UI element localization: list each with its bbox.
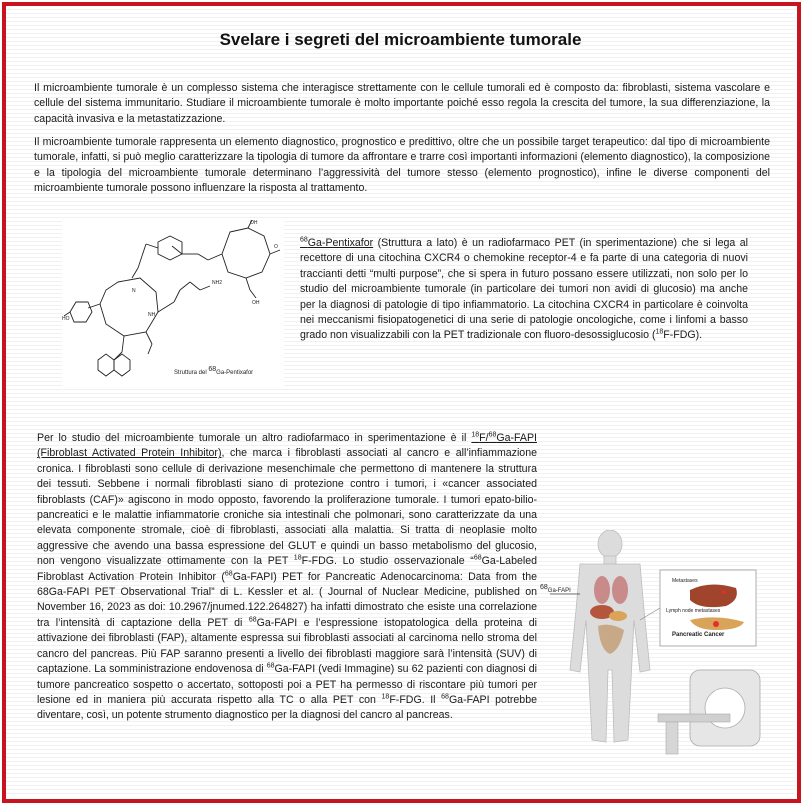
inset-label-metastases: Metastases <box>672 578 698 584</box>
fapi-body-7: F-FDG. Il <box>389 693 442 706</box>
structure-caption <box>174 366 254 376</box>
fapi-sup-g: 68 <box>266 662 275 670</box>
fapi-body-3: Ga-Labeled Fibroblast Activation Protein Inhibitor ( <box>37 555 537 583</box>
fapi-sup-a: 18 <box>471 431 480 439</box>
fapi-sup-e: 68 <box>224 570 233 578</box>
fapi-body-5: Ga-FAPI e l’espressione istopatologica della proteina di attivazione dei fibroblasti (FAP), altamente espressa sui fibroblasti associati al carcinoma nello stroma del cancro del pancreas. Più FAP saranno presenti a livello dei fibroblasti maggiore sarà l’intensità (SUV) di captazione. La somministrazione endovenosa di <box>37 616 538 676</box>
svg-text:OH: OH <box>250 220 258 226</box>
fapi-pet-illustration <box>540 530 770 780</box>
inset-label-lymph-nodes: Lymph node metastases <box>666 608 721 614</box>
intro-paragraph-1: Il microambiente tumorale è un complesso sistema che interagisce strettamente con le cellule tumorali ed è composto da: fibroblasti, sistema vascolare e cellule del sistema immunitario. Studiare il microambiente tumorale è molto importante poiché esso regola la crescita del tumore, la sua differenziazione, la capacità invasiva e la metastatizzazione. <box>34 82 770 125</box>
svg-text:HO: HO <box>62 316 70 322</box>
fapi-body-4: Ga-FAPI) PET for Pancreatic Adenocarcinoma: Data from the 68Ga-FAPI PET Observational Trial” di L. Kessler et al. ( Journal of Nuclear Medicine, published on November 16, 2023 as doi: 10.2967/jnumed.122.264827) ha infatti dimostrato che esiste una correlazione tra l’intensità di captazione della PET di <box>37 570 537 629</box>
fapi-body-6: Ga-FAPI (vedi Immagine) su 62 pazienti con diagnosi di tumore pancreatico sospetto o accertato, sottoposti poi a PET ha permesso di riscontare più tumori per lesione ed in maniera più accurata rispetto alla TC o alla PET con <box>37 663 537 706</box>
fapi-sup-h: 18 <box>381 693 390 701</box>
fapi-sup-b: 68 <box>488 431 497 439</box>
fapi-paragraph <box>37 431 537 724</box>
fapi-sup-f: 68 <box>248 616 257 624</box>
svg-text:OH: OH <box>252 300 260 306</box>
fapi-body-2: F-FDG. Lo studio osservazionale “ <box>301 555 474 568</box>
pentixafor-structure-figure <box>62 220 284 386</box>
caption-tail: Ga-Pentixafor <box>216 370 254 376</box>
intro-paragraph-2: Il microambiente tumorale rappresenta un elemento diagnostico, prognostico e predittivo, oltre che un possibile target terapeutico: dal tipo di microambiente tumorale, infatti, si può meglio caratterizzare la tipologia di tumore da affrontare e trarre così importanti informazioni (elemento diagnostico), la composizione e la tipologia del microambiente tumorale determinano l’aggressività del tumore stesso (elemento prognostico), infine le diverse componenti del microambiente tumorale possono influenzare la risposta al trattamento. <box>34 136 770 195</box>
svg-text:NH: NH <box>148 312 156 318</box>
page-title: Svelare i segreti del microambiente tumorale <box>219 30 582 49</box>
svg-text:NH2: NH2 <box>212 280 223 286</box>
pentixafor-tail: F-FDG). <box>663 329 703 342</box>
fapi-lead: Per lo studio del microambiente tumorale un altro radiofarmaco in sperimentazione è il <box>37 432 472 444</box>
chemical-structure-drawing <box>62 220 284 386</box>
fapi-label-tail: Ga-FAPI <box>547 588 571 594</box>
pentixafor-paragraph <box>300 236 748 344</box>
human-body-pet-scanner-image <box>540 530 770 780</box>
fapi-label-sup: 68 <box>540 584 548 591</box>
inset-label-pancreatic-cancer: Pancreatic Cancer <box>672 632 725 638</box>
pentixafor-text: (Struttura a lato) è un radiofarmaco PET (in sperimentazione) che si lega al recettore di una citochina CXCR4 o chemokine receptor-4 e fa parte di una categoria di nuovi traccianti detti “multi purpose”, che si spera in futuro possano essere utilizzati, non solo per lo studio del microambiente tumorale (in particolare dei tumori non avidi di glucosio) ma anche per la diagnosi di patologie di tipo infiammatorio. La citochina CXCR4 in particolare è coinvolta nei meccanismi fisiopatogenetici di una serie di patologie oncologiche, come i linfomi a basso grado non visualizzabili con la PET tradizionale con fluoro-desossiglucosio ( <box>300 237 748 342</box>
pentixafor-sup: 68 <box>300 236 308 244</box>
pentixafor-sup2: 18 <box>655 328 664 336</box>
fapi-body-8: Ga-FAPI potrebbe diventare, così, un potente strumento diagnostico per la diagnosi del cancro al pancreas. <box>37 693 537 722</box>
fapi-label <box>540 584 571 594</box>
fapi-link-a: F/ <box>479 432 489 444</box>
caption-sup: 68 <box>208 366 217 373</box>
fapi-sup-i: 68 <box>441 693 449 701</box>
fapi-link-b: Ga-FAPI (Fibroblast Activated Protein Inhibitor) <box>37 432 537 460</box>
svg-text:N: N <box>132 288 136 294</box>
fapi-sup-c: 18 <box>293 554 302 562</box>
pentixafor-link[interactable] <box>300 237 373 249</box>
pentixafor-name: Ga-Pentixafor <box>307 237 374 249</box>
fapi-body-1: , che marca i fibroblasti associati al cancro e all’infiammazione cronica. I fibroblasti sono cellule di derivazione mesenchimale che permettono di mantenere la struttura dei tessuti. Sebbene i normali fibroblasti siano di protezione contro i tumori, i «cancer associated fibroblasts (CAF)» agiscono in modo opposto, favorendo la proliferazione tumorale. I tumori epato-bilio-pancreatici e le malattie infiammatorie croniche sia intestinali che polmonari, sono caratterizzate da una elevata componente stromale, cioè di fibroblasti, associati alla malattia. Si tratta di neoplasie molto aggressive che avendo una bassa espressione del GLUT e quindi un basso metabolismo del glucosio, non vengono visualizzate ottimamente con la PET <box>37 447 537 568</box>
fapi-sup-d: 68 <box>473 554 482 562</box>
caption-prefix: Struttura del <box>174 370 207 376</box>
svg-text:O: O <box>274 244 278 250</box>
